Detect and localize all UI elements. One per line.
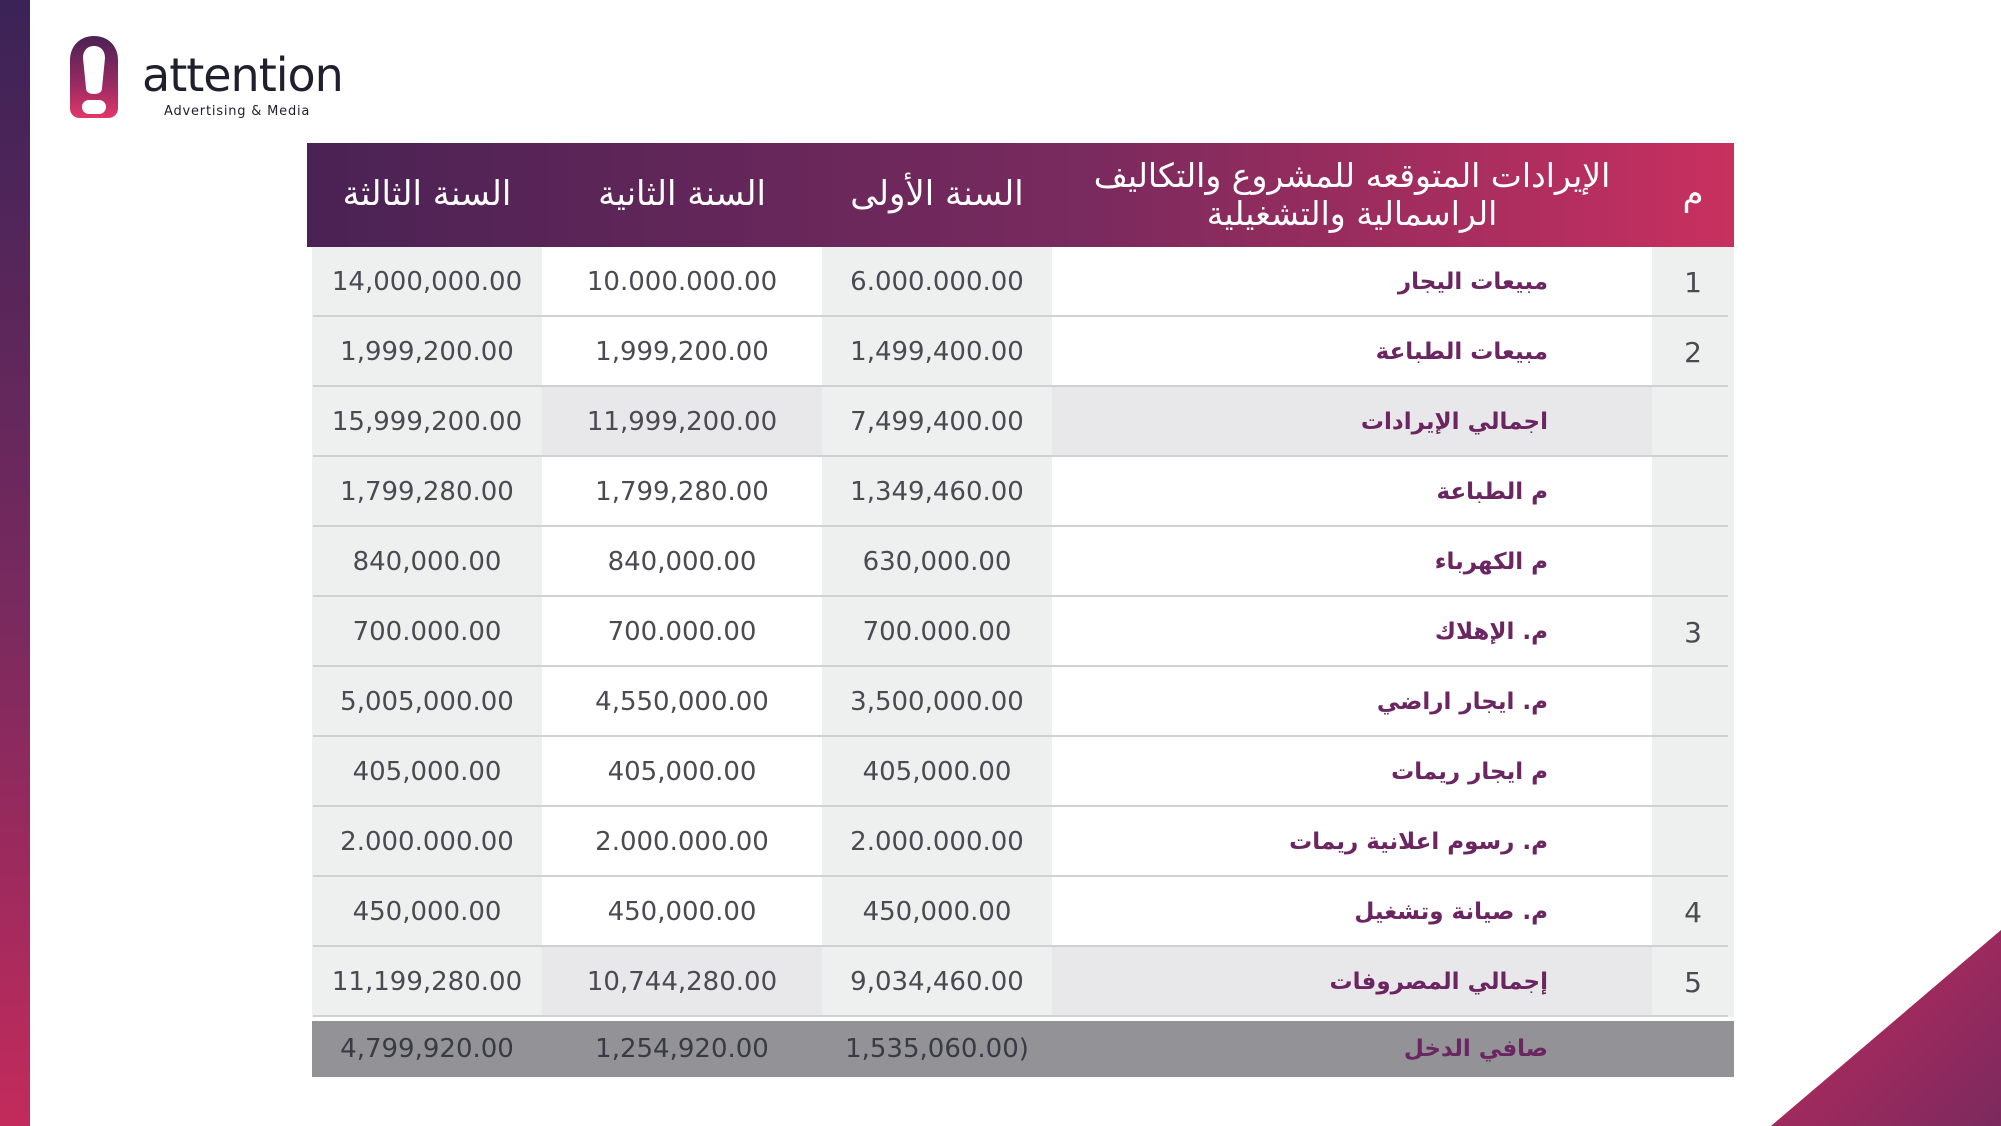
left-accent-bar [0, 0, 30, 1126]
cell-label: مبيعات الطباعة [1052, 317, 1652, 387]
cell-year3: 4,799,920.00 [312, 1021, 542, 1077]
cell-label: اجمالي الإيرادات [1052, 387, 1652, 457]
cell-year3: 2.000.000.00 [312, 807, 542, 877]
cell-year2: 2.000.000.00 [542, 807, 822, 877]
cell-index: 3 [1652, 597, 1734, 667]
header-index: م [1682, 174, 1704, 215]
cell-year1: 1,535,060.00) [822, 1021, 1052, 1077]
table-row [307, 527, 1734, 597]
cell-year1: 2.000.000.00 [822, 807, 1052, 877]
cell-year3: 5,005,000.00 [312, 667, 542, 737]
cell-year2: 1,799,280.00 [542, 457, 822, 527]
brand-logo [68, 34, 368, 124]
table-row [307, 247, 1734, 317]
cell-index: 5 [1652, 947, 1734, 1017]
cell-index: 2 [1652, 317, 1734, 387]
cell-year2: 840,000.00 [542, 527, 822, 597]
cell-index [1652, 457, 1734, 527]
cell-year1: 1,499,400.00 [822, 317, 1052, 387]
cell-label: صافي الدخل [1052, 1021, 1652, 1077]
cell-index [1652, 527, 1734, 597]
table-header [307, 143, 1734, 247]
table-row [307, 667, 1734, 737]
cell-index: 4 [1652, 877, 1734, 947]
cell-year1: 405,000.00 [822, 737, 1052, 807]
cell-year3: 11,199,280.00 [312, 947, 542, 1017]
cell-index [1652, 807, 1734, 877]
cell-year2: 10,744,280.00 [542, 947, 822, 1017]
cell-label: م ايجار ريمات [1052, 737, 1652, 807]
cell-year1: 630,000.00 [822, 527, 1052, 597]
cell-year3: 1,799,280.00 [312, 457, 542, 527]
cell-year2: 10.000.000.00 [542, 247, 822, 317]
cell-year2: 11,999,200.00 [542, 387, 822, 457]
cell-year1: 9,034,460.00 [822, 947, 1052, 1017]
cell-year3: 840,000.00 [312, 527, 542, 597]
cell-label: م. رسوم اعلانية ريمات [1052, 807, 1652, 877]
cell-year3: 1,999,200.00 [312, 317, 542, 387]
table-row [307, 877, 1734, 947]
corner-accent-triangle [1771, 930, 2001, 1126]
cell-label: مبيعات اليجار [1052, 247, 1652, 317]
table-row [307, 597, 1734, 667]
logo-tagline: Advertising & Media [164, 104, 311, 119]
cell-year1: 1,349,460.00 [822, 457, 1052, 527]
cell-label: م. ايجار اراضي [1052, 667, 1652, 737]
cell-label: م. صيانة وتشغيل [1052, 877, 1652, 947]
cell-year1: 6.000.000.00 [822, 247, 1052, 317]
cell-year2: 1,999,200.00 [542, 317, 822, 387]
cell-year3: 15,999,200.00 [312, 387, 542, 457]
row-divider [313, 1015, 1728, 1017]
table-row [307, 737, 1734, 807]
financial-table [307, 143, 1734, 1081]
cell-year1: 3,500,000.00 [822, 667, 1052, 737]
cell-label: إجمالي المصروفات [1052, 947, 1652, 1017]
cell-index [1652, 667, 1734, 737]
table-row [307, 807, 1734, 877]
header-year3: السنة الثالثة [342, 174, 512, 215]
table-row [307, 317, 1734, 387]
header-description: الإيرادات المتوقعه للمشروع والتكاليف الراسمالية والتشغيلية [1093, 156, 1611, 233]
table-row [307, 457, 1734, 527]
header-year1: السنة الأولى [850, 174, 1024, 215]
cell-year3: 450,000.00 [312, 877, 542, 947]
cell-year2: 405,000.00 [542, 737, 822, 807]
cell-label: م الطباعة [1052, 457, 1652, 527]
cell-year2: 1,254,920.00 [542, 1021, 822, 1077]
cell-year1: 700.000.00 [822, 597, 1052, 667]
cell-index: 1 [1652, 247, 1734, 317]
table-row [307, 387, 1734, 457]
cell-year3: 405,000.00 [312, 737, 542, 807]
cell-year1: 7,499,400.00 [822, 387, 1052, 457]
cell-label: م. الإهلاك [1052, 597, 1652, 667]
cell-index [1652, 737, 1734, 807]
header-year2: السنة الثانية [598, 174, 766, 215]
cell-year2: 450,000.00 [542, 877, 822, 947]
cell-year3: 14,000,000.00 [312, 247, 542, 317]
cell-index [1652, 1021, 1734, 1077]
cell-year3: 700.000.00 [312, 597, 542, 667]
cell-label: م الكهرباء [1052, 527, 1652, 597]
cell-year2: 4,550,000.00 [542, 667, 822, 737]
cell-index [1652, 387, 1734, 457]
cell-year1: 450,000.00 [822, 877, 1052, 947]
logo-wordmark: attention [142, 48, 343, 102]
cell-year2: 700.000.00 [542, 597, 822, 667]
table-row [307, 1021, 1734, 1077]
logo-mark-icon [68, 34, 120, 120]
table-row [307, 947, 1734, 1017]
